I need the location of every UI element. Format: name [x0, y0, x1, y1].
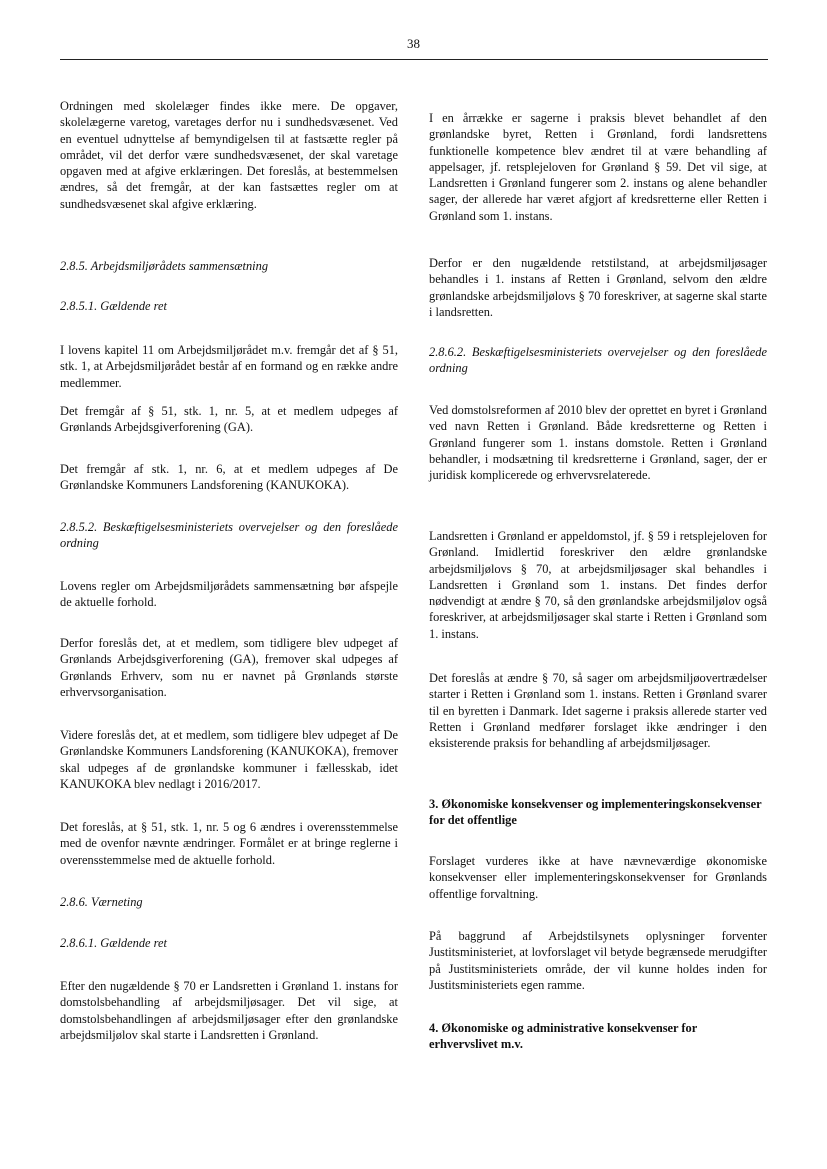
paragraph-foreslaas: Det foreslås, at § 51, stk. 1, nr. 5 og 6 ændres i overensstemmelse med de ovenfor nævnte ændringer. Formålet er at bringe reglerne i overensstemmelse med de aktuelle forhold. — [60, 820, 398, 867]
heading-2-8-6-1: 2.8.6.1. Gældende ret — [60, 936, 167, 950]
page-number: 38 — [407, 36, 420, 51]
paragraph-derfor-retstilstand: Derfor er den nugældende retstilstand, at arbejdsmiljøsager behandles i 1. instans af Retten i Grønland, selvom den ældre grønlandske arbejdsmiljølovs § 70 foreskriver, at sagerne skal starte i landsretten. — [429, 256, 767, 319]
paragraph-ordningen: Ordningen med skolelæger findes ikke mere. De opgaver, skolelægerne varetog, varetages derfor nu i sundhedsvæsenet. Ved en eventuel udnyttelse af bemyndigelsen til at fastsætte regler på området, vil det derfor være sundhedsvæsenet, der skal varetage opgaven med at afgive erklæringen. Det foreslås, at bestemmelsen ændres, så det fremgår, at der kan fastsættes regler om at sundhedsvæsenet skal afgive erklæring. — [60, 99, 398, 211]
paragraph-derfor: Derfor foreslås det, at et medlem, som tidligere blev udpeget af Grønlands Arbejdsgiverforening (GA), fremover skal udpeges af Grønlands Erhverv, som nu er navnet på Grønlands største erhvervsorganisation. — [60, 636, 398, 699]
paragraph-aarraekke: I en årrække er sagerne i praksis blevet behandlet af den grønlandske byret, Retten i Grønland, fordi landsrettens funktionelle kompetence blev ændret til at være behandling af appelsager, jf. retsplejeloven for Grønland § 59. Det vil sige, at Landsretten i Grønland fungerer som 2. instans og alene behandler sager, der allerede har været afgjort af kredsretterne eller Retten i Grønland som 1. instans. — [429, 111, 767, 223]
paragraph-baggrund: På baggrund af Arbejdstilsynets oplysninger forventer Justitsministeriet, at lovforslaget vil betyde begrænsede merudgifter på Justitsministeriets område, der vil kunne holdes inden for Justitsministeriets egen ramme. — [429, 929, 767, 992]
paragraph-nr-5: Det fremgår af § 51, stk. 1, nr. 5, at et medlem udpeges af Grønlands Arbejdsgiverforening (GA). — [60, 404, 398, 435]
paragraph-landsretten: Landsretten i Grønland er appeldomstol, jf. § 59 i retsplejeloven for Grønland. Imidlertid foreskriver den ældre grønlandske arbejdsmiljølovs § 70, at arbejdsmiljøsager skal behandles i Landsretten i Grønland som 1. instans. Det findes derfor nødvendigt at ændre § 70, så den grønlandske arbejdsmiljølov også foreskriver, at arbejdsmiljøsager skal starte i Retten i Grønland som 1. instans. — [429, 529, 767, 641]
heading-2-8-6: 2.8.6. Værneting — [60, 895, 143, 909]
paragraph-efter: Efter den nugældende § 70 er Landsretten i Grønland 1. instans for domstolsbehandling af arbejdsmiljøsager. Det vil sige, at domstolsbehandlingen af arbejdsmiljøsager efter den grønlandske arbejdsmiljølov skal starte i Landsretten i Grønland. — [60, 979, 398, 1042]
paragraph-forslaget: Forslaget vurderes ikke at have nævneværdige økonomiske konsekvenser eller implementeringskonsekvenser for Grønlands offentlige forvaltning. — [429, 854, 767, 901]
heading-section-3: 3. Økonomiske konsekvenser og implementeringskonsekvenser for det offentlige — [429, 797, 762, 828]
header-rule — [60, 59, 768, 60]
paragraph-domstolsreform: Ved domstolsreformen af 2010 blev der oprettet en byret i Grønland ved navn Retten i Grønland. Både kredsretterne og Retten i Grønland fungerer som 1. instans domstole. Retten i Grønland behandler, i modsætning til kredsretterne i Grønland, sager, der er juridisk komplicerede og erhvervsrelaterede. — [429, 403, 767, 483]
heading-2-8-6-2: 2.8.6.2. Beskæftigelsesministeriets overvejelser og den foreslåede ordning — [429, 345, 767, 376]
heading-2-8-5-2: 2.8.5.2. Beskæftigelsesministeriets overvejelser og den foreslåede ordning — [60, 520, 398, 551]
paragraph-videre: Videre foreslås det, at et medlem, som tidligere blev udpeget af De Grønlandske Kommuners Landsforening (KANUKOKA), fremover skal udpeges af de grønlandske kommuner i fællesskab, idet KANUKOKA blev nedlagt i 2016/2017. — [60, 728, 398, 791]
paragraph-nr-6: Det fremgår af stk. 1, nr. 6, at et medlem udpeges af De Grønlandske Kommuners Landsforening (KANUKOKA). — [60, 462, 398, 493]
heading-2-8-5: 2.8.5. Arbejdsmiljørådets sammensætning — [60, 259, 269, 273]
paragraph-lovens: Lovens regler om Arbejdsmiljørådets sammensætning bør afspejle de aktuelle forhold. — [60, 579, 398, 610]
paragraph-foreslaas-70: Det foreslås at ændre § 70, så sager om arbejdsmiljøovertrædelser starter i Retten i Grønland som 1. instans. Retten i Grønland svarer til en byretten i Danmark. Idet sagerne i praksis allerede starter ved Retten i Grønland medfører forslaget ikke ændringer i den eksisterende praksis for behandling af arbejdsmiljøsager. — [429, 671, 767, 751]
paragraph-kapitel-11: I lovens kapitel 11 om Arbejdsmiljørådet m.v. fremgår det af § 51, stk. 1, at Arbejdsmiljørådet består af en formand og en række andre medlemmer. — [60, 343, 398, 390]
heading-section-4: 4. Økonomiske og administrative konsekvenser for erhvervslivet m.v. — [429, 1021, 698, 1052]
heading-2-8-5-1: 2.8.5.1. Gældende ret — [60, 299, 167, 313]
